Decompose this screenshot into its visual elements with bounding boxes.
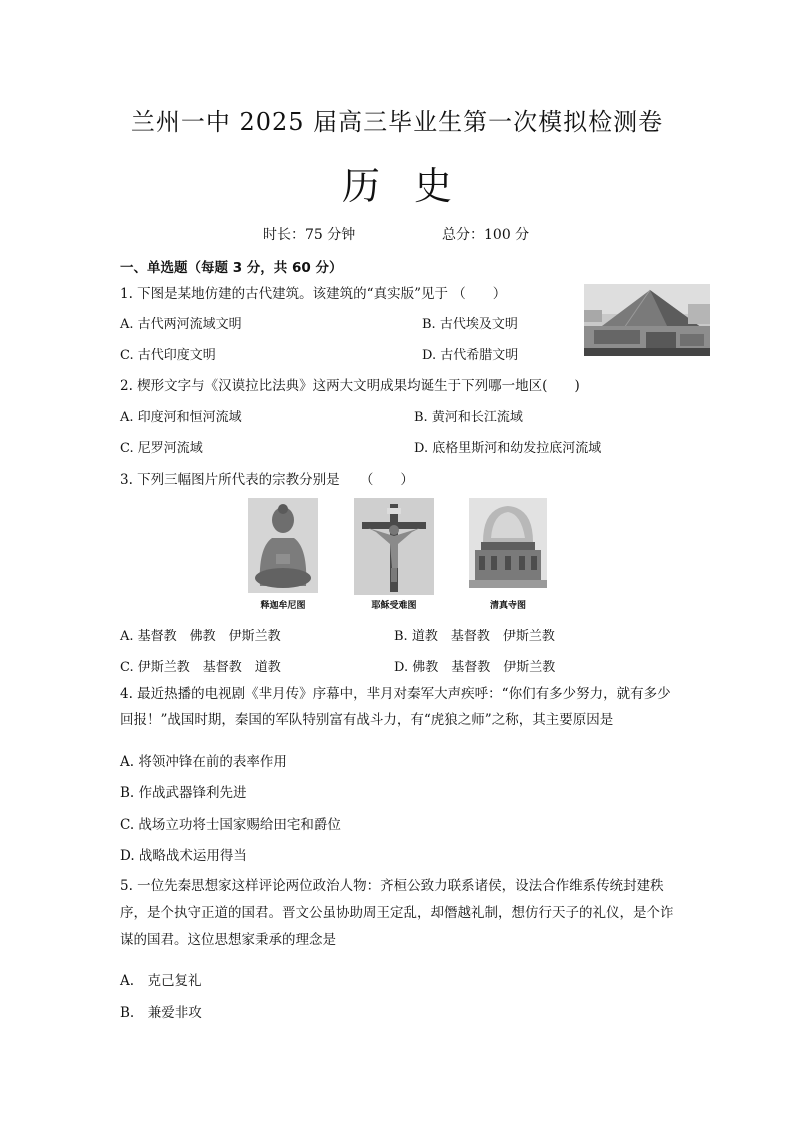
q3-option-c: C. 伊斯兰教 基督教 道教 — [120, 660, 281, 675]
q5-option-b: B. 兼爱非攻 — [120, 1005, 202, 1021]
exam-total-score: 总分：100 分 — [442, 227, 530, 243]
mosque-image — [469, 498, 547, 588]
q3-option-d: D. 佛教 基督教 伊斯兰教 — [394, 660, 556, 675]
section-heading: 一、单选题（每题 3 分，共 60 分） — [120, 260, 343, 276]
q4-option-c: C. 战场立功将士国家赐给田宅和爵位 — [120, 817, 341, 833]
q3-option-a: A. 基督教 佛教 伊斯兰教 — [120, 629, 281, 644]
q2-option-c: C. 尼罗河流域 — [120, 441, 203, 456]
exam-title: 兰州一中 2025 届高三毕业生第一次模拟检测卷 — [130, 108, 664, 136]
q3-caption-1: 释迦牟尼图 — [260, 601, 306, 611]
q1-option-c: C. 古代印度文明 — [120, 348, 216, 363]
q1-stem: 1. 下图是某地仿建的古代建筑。该建筑的“真实版”见于 （ ） — [120, 286, 507, 302]
q3-caption-2: 耶稣受难图 — [371, 601, 417, 611]
q2-option-a: A. 印度河和恒河流域 — [120, 410, 242, 425]
pyramid-replica-photo — [584, 284, 710, 356]
q5-stem: 5. 一位先秦思想家这样评论两位政治人物：齐桓公致力联系诸侯，设法合作维系传统封建秩序，是个执守正道的国君。晋文公虽协助周王定乱，却僭越礼制，想仿行天子的礼仪，是个诈谋的国君。这位思想家秉承的理念是 — [120, 878, 674, 948]
exam-duration: 时长：75 分钟 — [263, 227, 356, 243]
q4-option-a: A. 将领冲锋在前的表率作用 — [120, 754, 287, 770]
q2-option-b: B. 黄河和长江流域 — [414, 410, 523, 425]
q1-option-d: D. 古代希腊文明 — [422, 348, 519, 363]
q3-stem: 3. 下列三幅图片所代表的宗教分别是 （ ） — [120, 472, 414, 488]
q3-caption-3: 清真寺图 — [489, 601, 526, 611]
q2-option-d: D. 底格里斯河和幼发拉底河流域 — [414, 441, 602, 456]
q1-option-b: B. 古代埃及文明 — [422, 317, 518, 332]
q4-stem: 4. 最近热播的电视剧《芈月传》序幕中，芈月对秦军大声疾呼：“你们有多少努力，就有多少回报！”战国时期，秦国的军队特别富有战斗力，有“虎狼之师”之称，其主要原因是 — [120, 686, 671, 728]
q4-option-b: B. 作战武器锋利先进 — [120, 785, 247, 801]
q2-stem: 2. 楔形文字与《汉谟拉比法典》这两大文明成果均诞生于下列哪一地区( ) — [120, 378, 580, 394]
q5-option-a: A. 克己复礼 — [120, 973, 202, 989]
buddha-image — [248, 498, 318, 593]
q3-option-b: B. 道教 基督教 伊斯兰教 — [394, 629, 555, 644]
subject-title: 历史 — [341, 164, 486, 208]
q4-option-d: D. 战略战术运用得当 — [120, 848, 247, 864]
q1-option-a: A. 古代两河流域文明 — [120, 317, 242, 332]
crucifix-image — [354, 498, 434, 595]
